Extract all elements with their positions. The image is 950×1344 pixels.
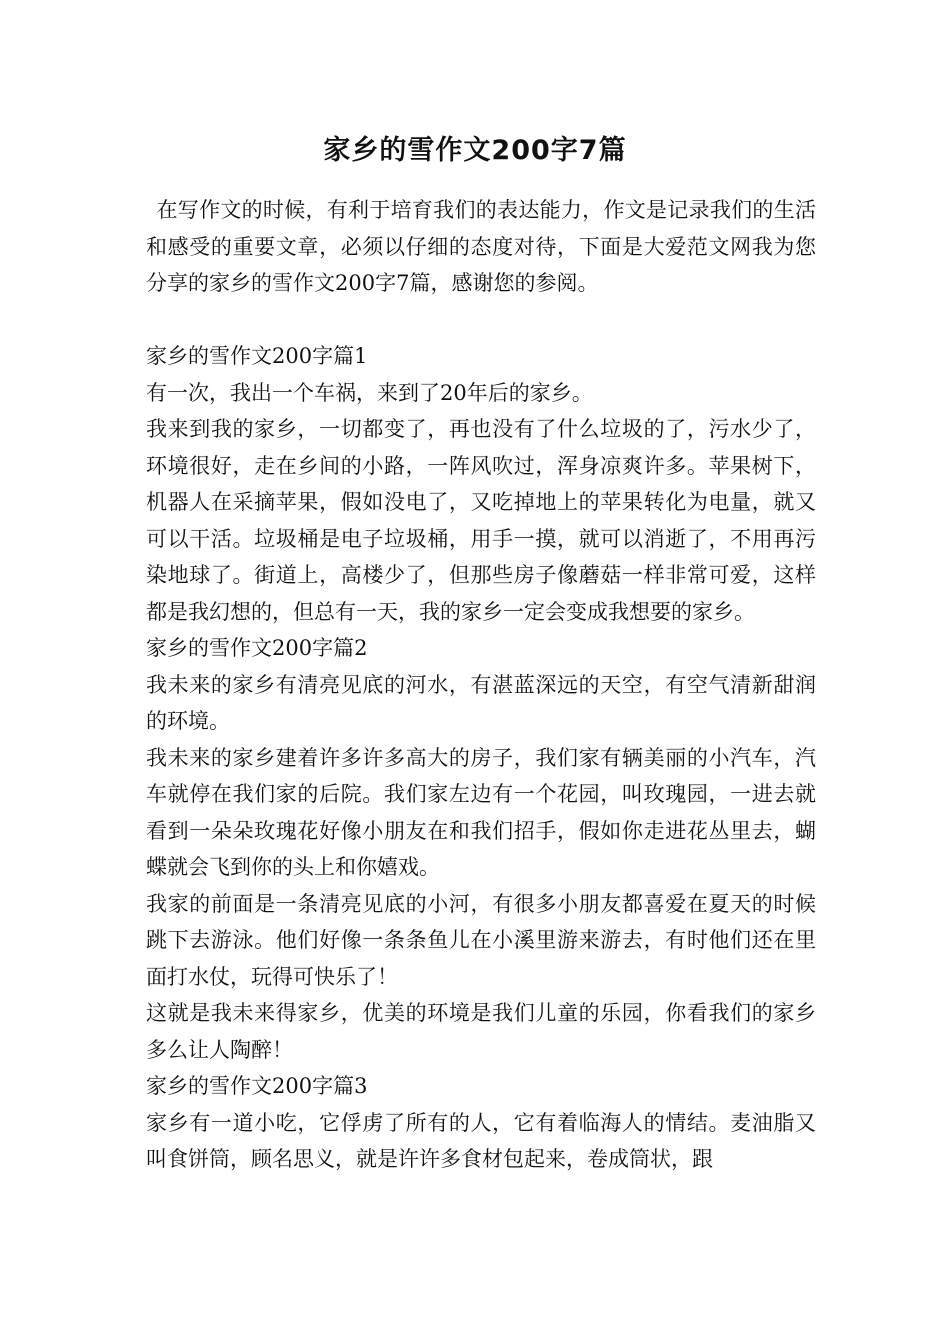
document-body — [146, 192, 816, 1178]
section-heading-1: 家乡的雪作文200字篇1 — [146, 344, 368, 368]
section-1-paragraph-2: 我来到我的家乡，一切都变了，再也没有了什么垃圾的了，污水少了，环境很好，走在乡间的小路，一阵风吹过，浑身凉爽许多。苹果树下，机器人在采摘苹果，假如没电了，又吃掉地上的苹果转化为电量，就又可以干活。垃圾桶是电子垃圾桶，用手一摸，就可以消逝了，不用再污染地球了。街道上，高楼少了，但那些房子像蘑菇一样非常可爱，这样都是我幻想的，但总有一天，我的家乡一定会变成我想要的家乡。 — [146, 417, 816, 624]
section-2-paragraph-4: 这就是我未来得家乡，优美的环境是我们儿童的乐园，你看我们的家乡多么让人陶醉！ — [146, 1001, 816, 1062]
section-2-paragraph-2: 我未来的家乡建着许多许多高大的房子，我们家有辆美丽的小汽车，汽车就停在我们家的后院。我们家左边有一个花园，叫玫瑰园，一进去就看到一朵朵玫瑰花好像小朋友在和我们招手，假如你走进花丛里去，蝴蝶就会飞到你的头上和你嬉戏。 — [146, 745, 816, 879]
section-1-paragraph-1: 有一次，我出一个车祸，来到了20年后的家乡。 — [146, 380, 593, 405]
section-3-paragraph-1: 家乡有一道小吃，它俘虏了所有的人，它有着临海人的情结。麦油脂又叫食饼筒，顾名思义，就是许许多食材包起来，卷成筒状，跟 — [146, 1110, 816, 1171]
section-heading-3: 家乡的雪作文200字篇3 — [146, 1074, 368, 1098]
document-title: 家乡的雪作文200字7篇 — [323, 135, 627, 166]
section-heading-2: 家乡的雪作文200字篇2 — [146, 636, 368, 660]
paragraph-spacer — [146, 302, 816, 339]
intro-paragraph: 在写作文的时候，有利于培育我们的表达能力，作文是记录我们的生活和感受的重要文章，必须以仔细的态度对待，下面是大爱范文网我为您分享的家乡的雪作文200字7篇，感谢您的参阅。 — [146, 198, 816, 295]
section-2-paragraph-1: 我未来的家乡有清亮见底的河水，有湛蓝深远的天空，有空气清新甜润的环境。 — [146, 672, 816, 733]
section-2-paragraph-3: 我家的前面是一条清亮见底的小河，有很多小朋友都喜爱在夏天的时候跳下去游泳。他们好像一条条鱼儿在小溪里游来游去，有时他们还在里面打水仗，玩得可快乐了！ — [146, 891, 816, 989]
